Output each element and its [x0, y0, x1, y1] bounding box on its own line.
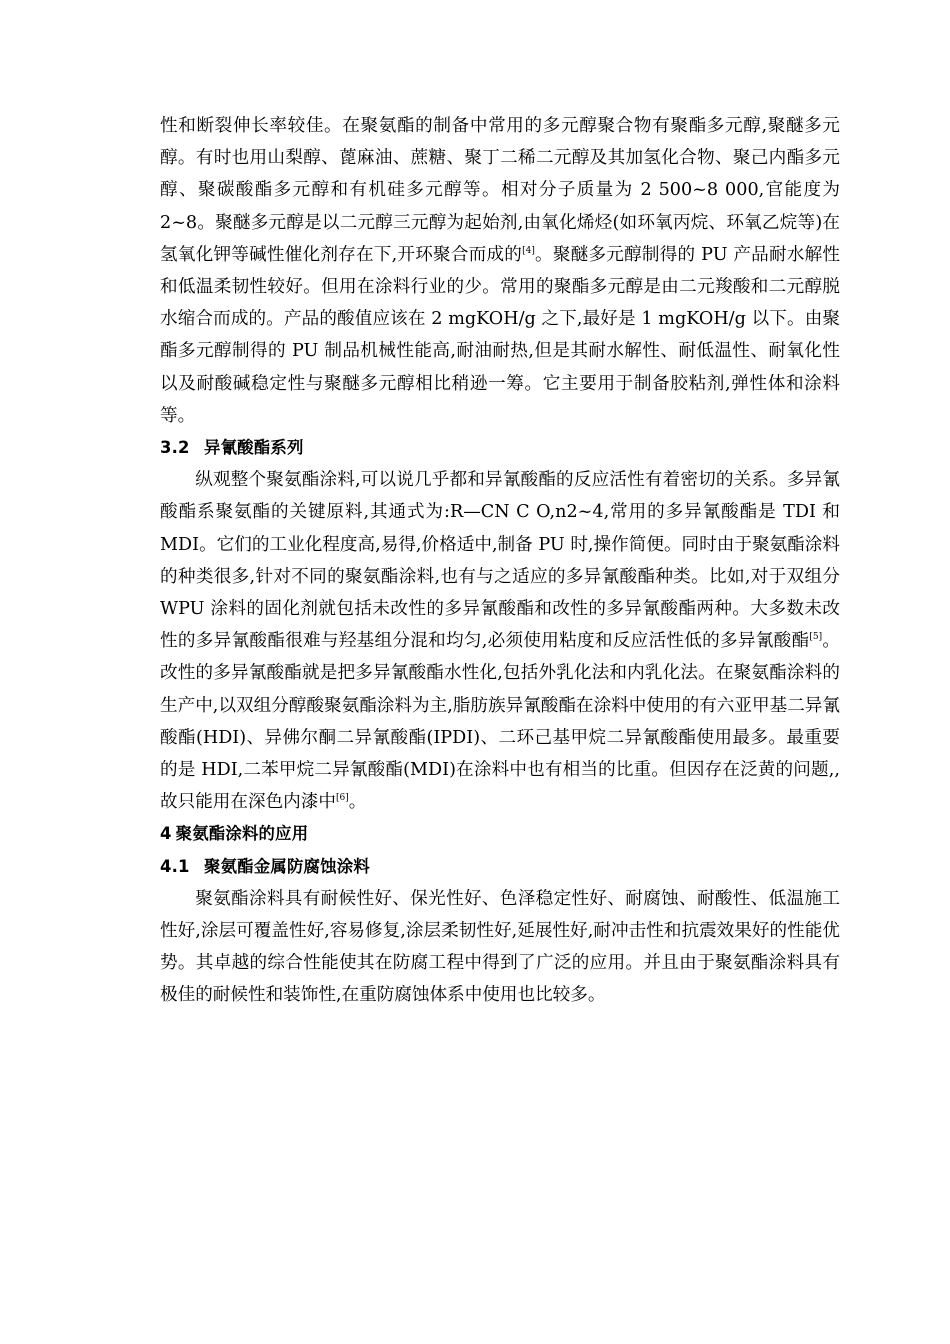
section-number: 3.2 [160, 438, 190, 458]
paragraph-text: 性和断裂伸长率较佳。在聚氨酯的制备中常用的多元醇聚合物有聚酯多元醇,聚醚多元醇。有时也用山梨醇、蓖麻油、蔗糖、聚丁二稀二元醇及其加氢化合物、聚己内酯多元醇、聚碳酸酯多元醇和有机硅多元醇等。相对分子质量为 2 500~8 000,官能度为 2~8。聚醚多元醇是以二元醇三元醇为起始剂,由氧化烯烃(如环氧丙烷、环氧乙烷等)在氢氧化钾等碱性催化剂存在下,开环聚合而成的 [160, 116, 840, 265]
citation-ref: [6] [335, 793, 349, 804]
paragraph-text: 。 [348, 792, 367, 813]
body-paragraph [160, 883, 840, 1012]
section-heading [160, 432, 840, 464]
citation-ref: [4] [522, 245, 535, 256]
paragraph-text: 纵观整个聚氨酯涂料,可以说几乎都和异氰酸酯的反应活性有着密切的关系。多异氰酸酯系聚氨酯的关键原料,其通式为:R—CN C O,n2~4,常用的多异氰酸酯是 TDI 和 MDI。它们的工业化程度高,易得,价格适中,制备 PU 时,操作简便。同时由于聚氨酯涂料的种类很多,针对不同的聚氨酯涂料,也有与之适应的多异氰酸酯种类。比如,对于双组分 WPU 涂料的固化剂就包括未改性的多异氰酸酯和改性的多异氰酸酯两种。大多数未改性的多异氰酸酯很难与羟基组分混和均匀,必须使用粘度和反应活性低的多异氰酸酯 [160, 470, 840, 652]
section-number: 4.1 [160, 856, 190, 876]
section-number: 4 [160, 824, 172, 844]
paragraph-text: 聚氨酯涂料具有耐候性好、保光性好、色泽稳定性好、耐腐蚀、耐酸性、低温施工性好,涂层可覆盖性好,容易修复,涂层柔韧性好,延展性好,耐冲击性和抗震效果好的性能优势。其卓越的综合性能使其在防腐工程中得到了广泛的应用。并且由于聚氨酯涂料具有极佳的耐候性和装饰性,在重防腐蚀体系中使用也比较多。 [160, 888, 840, 1006]
section-heading [160, 851, 840, 883]
section-heading [160, 818, 840, 850]
section-title: 聚氨酯涂料的应用 [175, 824, 309, 844]
paragraph-text: 。改性的多异氰酸酯就是把多异氰酸酯水性化,包括外乳化法和内乳化法。在聚氨酯涂料的生产中,以双组分醇酸聚氨酯涂料为主,脂肪族异氰酸酯在涂料中使用的有六亚甲基二异氰酸酯(HDI)、异佛尔酮二异氰酸酯(IPDI)、二环己基甲烷二异氰酸酯使用最多。最重要的是 HDI,二苯甲烷二异氰酸酯(MDI)在涂料中也有相当的比重。但因存在泛黄的问题,,故只能用在深色内漆中 [160, 631, 840, 813]
body-paragraph [160, 110, 840, 432]
document-page [160, 110, 840, 1012]
body-paragraph [160, 464, 840, 818]
section-title: 聚氨酯金属防腐蚀涂料 [204, 856, 370, 876]
paragraph-text: 。聚醚多元醇制得的 PU 产品耐水解性和低温柔韧性较好。但用在涂料行业的少。常用的聚酯多元醇是由二元羧酸和二元醇脱水缩合而成的。产品的酸值应该在 2 mgKOH/g 之下,最好是 1 mgKOH/g 以下。由聚酯多元醇制得的 PU 制品机械性能高,耐油耐热,但是其耐水解性、耐低温性、耐氧化性以及耐酸碱稳定性与聚醚多元醇相比稍逊一筹。它主要用于制备胶粘剂,弹性体和涂料等。 [160, 244, 840, 426]
citation-ref: [5] [809, 632, 823, 643]
section-title: 异氰酸酯系列 [204, 438, 304, 458]
